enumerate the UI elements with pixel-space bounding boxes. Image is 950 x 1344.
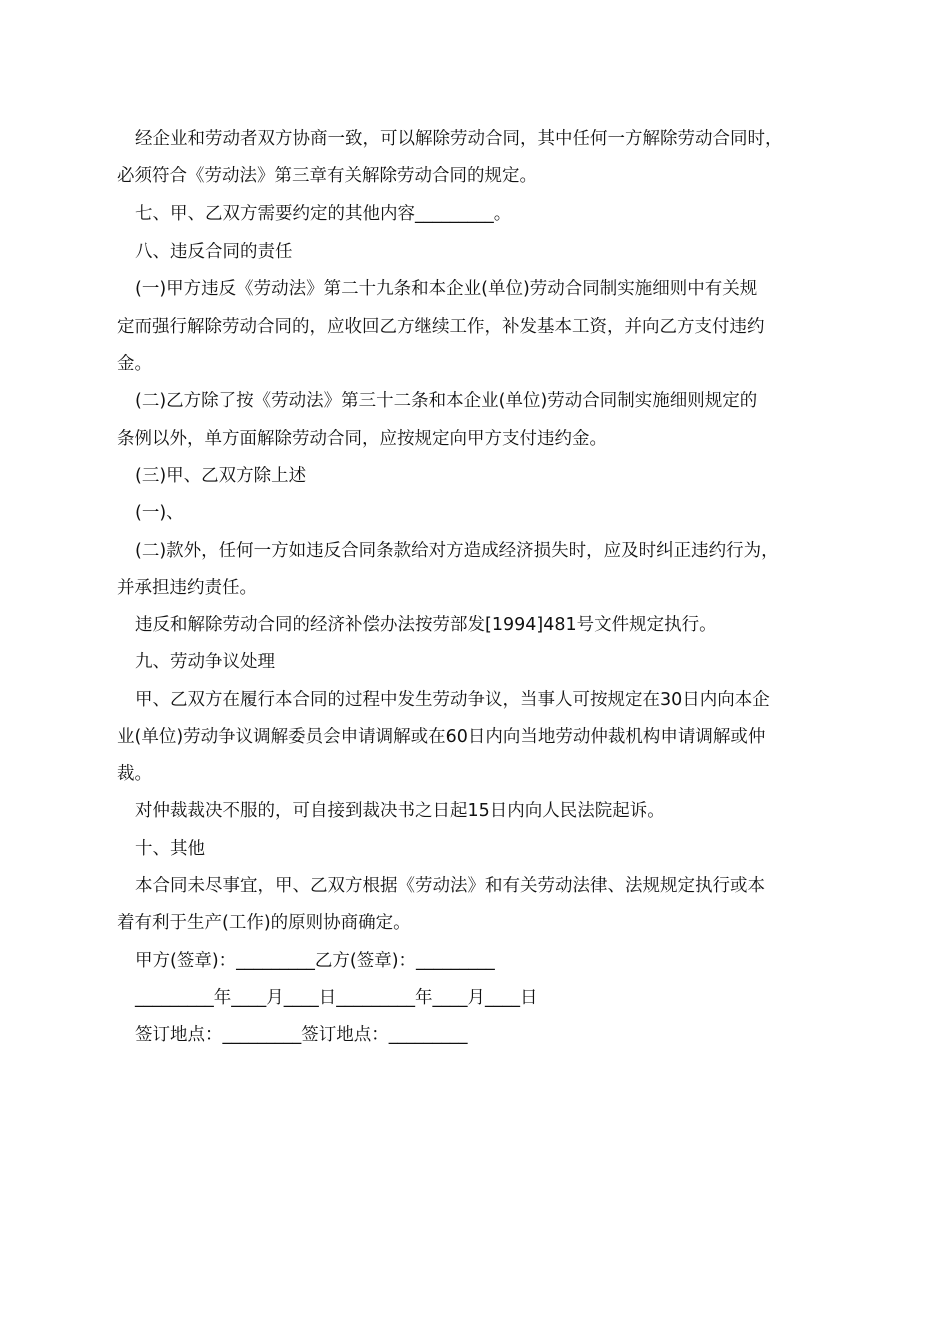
paragraph-line: 业(单位)劳动争议调解委员会申请调解或在60日内向当地劳动仲裁机构申请调解或仲 bbox=[117, 727, 766, 747]
paragraph-line: 本合同未尽事宜，甲、乙双方根据《劳动法》和有关劳动法律、法规规定执行或本 bbox=[135, 876, 765, 896]
signing-place-line: 签订地点：_________签订地点：_________ bbox=[135, 1025, 468, 1045]
paragraph-line: 对仲裁裁决不服的，可自接到裁决书之日起15日内向人民法院起诉。 bbox=[135, 801, 665, 821]
signature-line: 甲方(签章)：_________乙方(签章)：_________ bbox=[135, 951, 495, 971]
paragraph-line: 条例以外，单方面解除劳动合同，应按规定向甲方支付违约金。 bbox=[117, 429, 607, 449]
paragraph-line: 必须符合《劳动法》第三章有关解除劳动合同的规定。 bbox=[117, 166, 537, 186]
paragraph-line: 违反和解除劳动合同的经济补偿办法按劳部发[1994]481号文件规定执行。 bbox=[135, 615, 717, 635]
section-heading: 十、其他 bbox=[135, 839, 205, 859]
section-heading: 九、劳动争议处理 bbox=[135, 652, 275, 672]
paragraph-line: 并承担违约责任。 bbox=[117, 578, 257, 598]
paragraph-line: 金。 bbox=[117, 354, 152, 374]
date-line: _________年____月____日_________年____月____日 bbox=[135, 988, 538, 1008]
paragraph-line: (二)乙方除了按《劳动法》第三十二条和本企业(单位)劳动合同制实施细则规定的 bbox=[135, 391, 758, 411]
paragraph-line: 甲、乙双方在履行本合同的过程中发生劳动争议，当事人可按规定在30日内向本企 bbox=[135, 690, 770, 710]
paragraph-line: (二)款外，任何一方如违反合同条款给对方造成经济损失时，应及时纠正违约行为， bbox=[135, 541, 779, 561]
paragraph-line: (三)甲、乙双方除上述 bbox=[135, 466, 307, 486]
paragraph-line: 裁。 bbox=[117, 764, 152, 784]
paragraph-line: 经企业和劳动者双方协商一致，可以解除劳动合同，其中任何一方解除劳动合同时， bbox=[135, 129, 783, 149]
section-heading: 七、甲、乙双方需要约定的其他内容_________。 bbox=[135, 204, 512, 224]
paragraph-line: (一)甲方违反《劳动法》第二十九条和本企业(单位)劳动合同制实施细则中有关规 bbox=[135, 279, 758, 299]
paragraph-line: 定而强行解除劳动合同的，应收回乙方继续工作，补发基本工资，并向乙方支付违约 bbox=[117, 317, 765, 337]
paragraph-line: (一)、 bbox=[135, 503, 184, 523]
paragraph-line: 着有利于生产(工作)的原则协商确定。 bbox=[117, 913, 411, 933]
section-heading: 八、违反合同的责任 bbox=[135, 242, 293, 262]
